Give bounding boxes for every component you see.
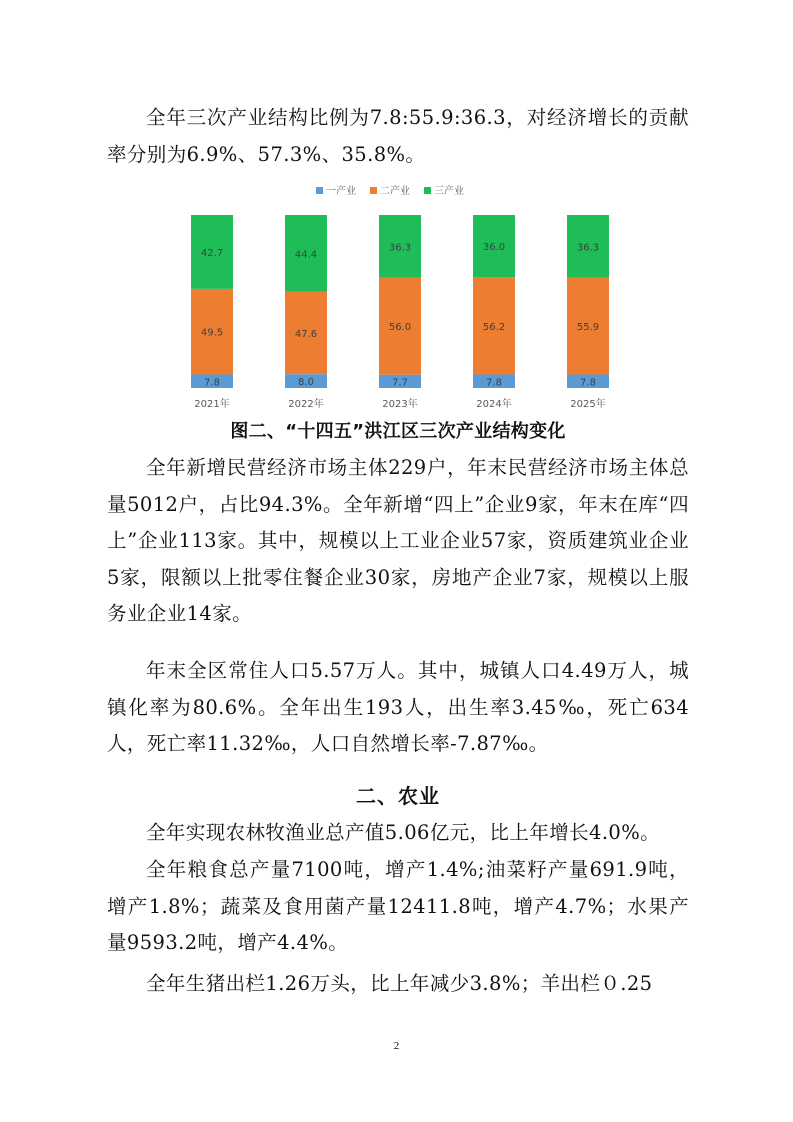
legend-label: 一产业 [326, 186, 356, 197]
data-label: 56.2 [482, 321, 506, 333]
paragraph-private-economy: 全年新增民营经济市场主体229户，年末民营经济市场主体总量5012户，占比94.3%。全年新增“四上”企业9家，年末在库“四上”企业113家。其中，规模以上工业企业57家，资质建筑业企业5家，限额以上批零住餐企业30家，房地产企业7家，规模以上服务业企业14家。 [107, 456, 689, 625]
data-label: 42.7 [200, 247, 224, 259]
section-title: 二、农业 [356, 784, 440, 808]
industry-structure-chart [160, 178, 630, 414]
page-number: 2 [393, 1040, 400, 1052]
data-label: 7.7 [392, 377, 408, 389]
legend-swatch [316, 187, 323, 194]
data-label: 36.0 [482, 242, 506, 254]
paragraph-crop-output: 全年粮食总产量7100吨，增产1.4%;油菜籽产量691.9吨，增产1.8%；蔬菜及食用菌产量12411.8吨，增产4.7%；水果产量9593.2吨，增产4.4%。 [107, 858, 689, 954]
data-label: 47.6 [294, 328, 318, 340]
data-label: 7.8 [204, 377, 220, 389]
data-label: 36.3 [388, 242, 412, 254]
legend-swatch [424, 187, 431, 194]
legend-label: 二产业 [380, 186, 410, 197]
x-tick-label: 2022年 [288, 399, 324, 410]
paragraph-livestock: 全年生猪出栏1.26万头，比上年减少3.8%；羊出栏０.25 [146, 972, 653, 995]
legend-label: 三产业 [434, 186, 464, 197]
data-label: 7.8 [580, 377, 596, 389]
data-label: 7.8 [486, 377, 502, 389]
data-label: 55.9 [576, 322, 600, 334]
chart-caption: 图二、“十四五”洪江区三次产业结构变化 [230, 421, 566, 442]
x-tick-label: 2024年 [476, 399, 512, 410]
stacked-bar-chart [160, 178, 630, 414]
data-label: 44.4 [294, 249, 318, 261]
x-tick-label: 2023年 [382, 399, 418, 410]
data-label: 49.5 [200, 327, 224, 339]
data-label: 8.0 [298, 377, 314, 389]
paragraph-structure: 全年三次产业结构比例为7.8:55.9:36.3，对经济增长的贡献率分别为6.9%、57.3%、35.8%。 [107, 106, 689, 166]
data-label: 36.3 [576, 242, 600, 254]
x-tick-label: 2021年 [194, 399, 230, 410]
paragraph-population: 年末全区常住人口5.57万人。其中，城镇人口4.49万人，城镇化率为80.6%。全年出生193人，出生率3.45‰，死亡634人，死亡率11.32‰，人口自然增长率-7.87‰。 [107, 659, 689, 755]
paragraph-agri-output: 全年实现农林牧渔业总产值5.06亿元，比上年增长4.0%。 [146, 821, 661, 844]
data-label: 56.0 [388, 322, 412, 334]
x-tick-label: 2025年 [570, 399, 606, 410]
legend-swatch [370, 187, 377, 194]
